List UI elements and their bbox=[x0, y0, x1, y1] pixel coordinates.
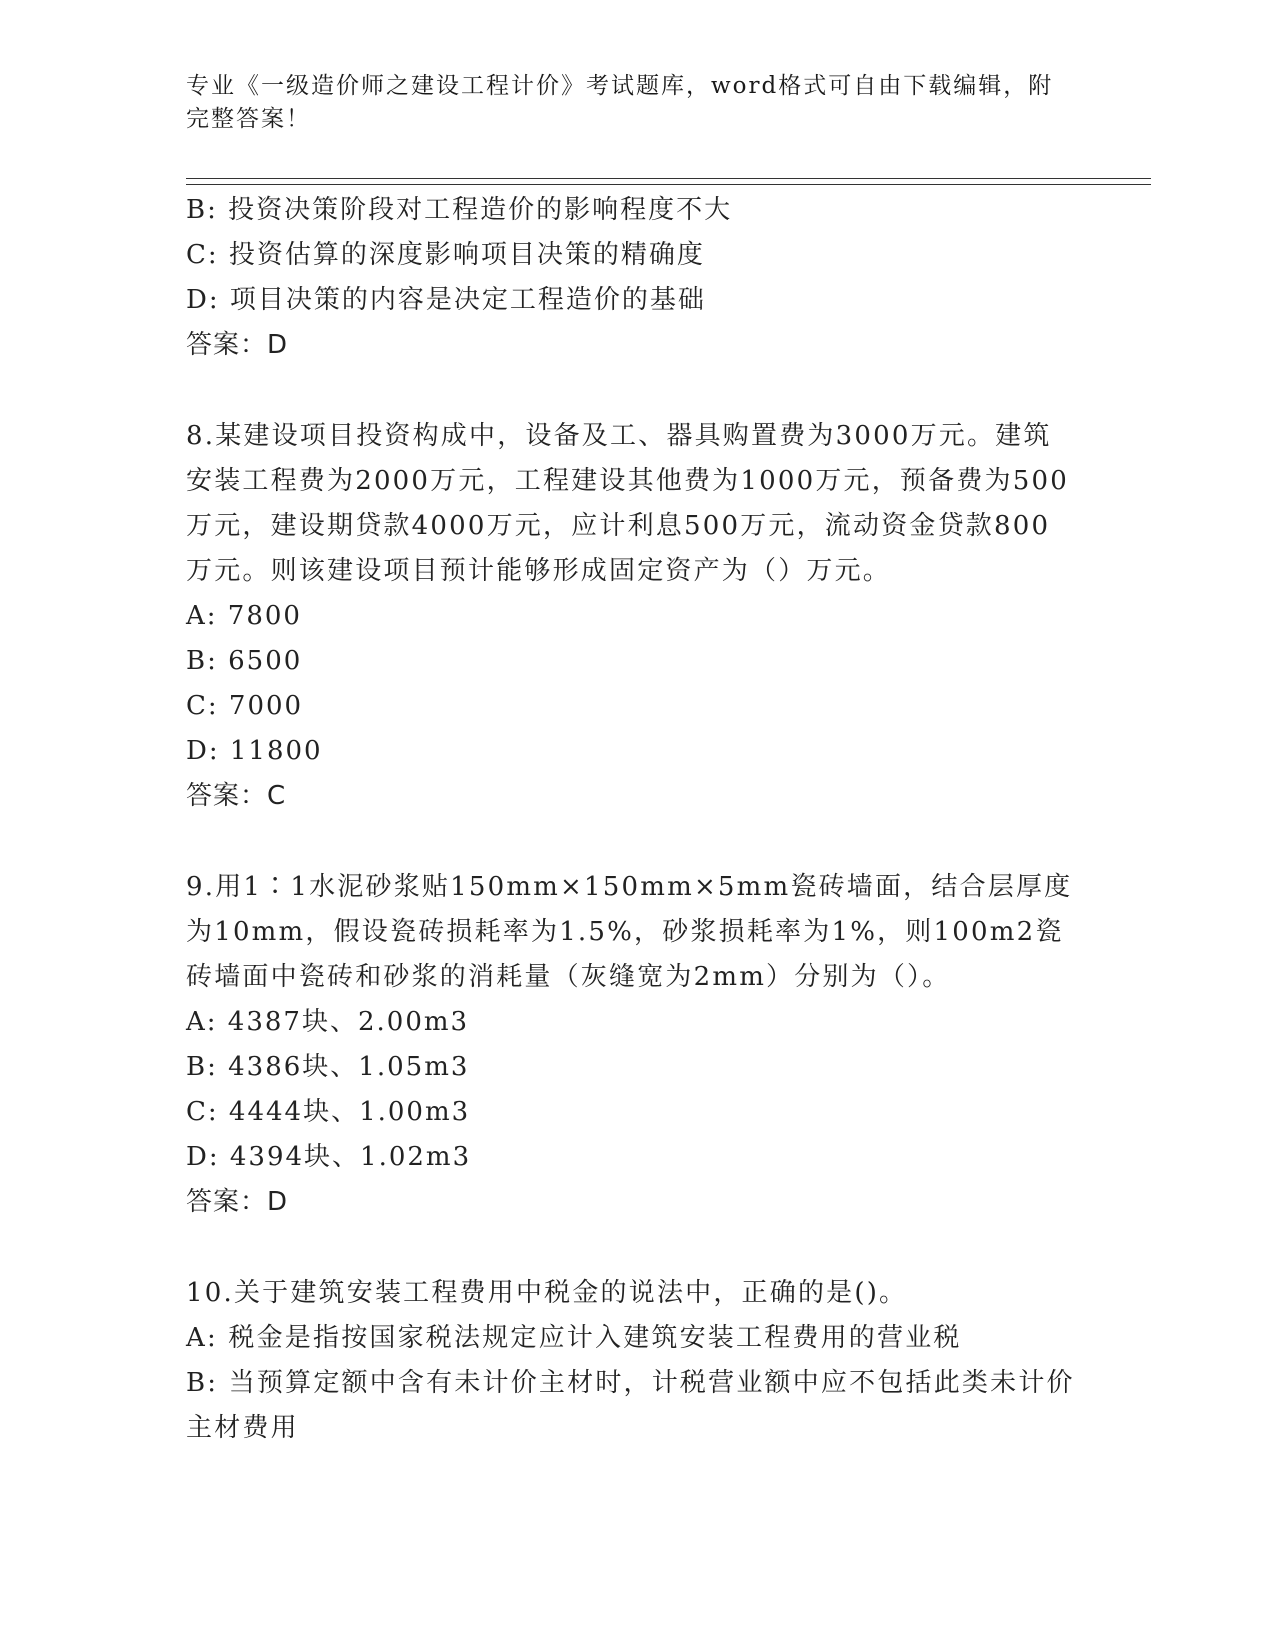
option-a: A: 税金是指按国家税法规定应计入建筑安装工程费用的营业税 bbox=[186, 1323, 962, 1353]
header-divider-top bbox=[186, 178, 1151, 179]
question-content bbox=[186, 188, 1086, 1451]
option-c: C: 7000 bbox=[186, 691, 304, 721]
answer: 答案：C bbox=[186, 781, 287, 811]
question-8 bbox=[186, 414, 1086, 819]
option-d: D: 4394块、1.02m3 bbox=[186, 1142, 472, 1172]
answer: 答案：D bbox=[186, 1187, 289, 1217]
question-10 bbox=[186, 1271, 1086, 1451]
option-c: C: 4444块、1.00m3 bbox=[186, 1097, 471, 1127]
question-9 bbox=[186, 865, 1086, 1225]
option-b: B: 6500 bbox=[186, 646, 303, 676]
option-a: A: 4387块、2.00m3 bbox=[186, 1007, 470, 1037]
option-b: B: 投资决策阶段对工程造价的影响程度不大 bbox=[186, 195, 733, 225]
option-b: B: 4386块、1.05m3 bbox=[186, 1052, 470, 1082]
question-stem: 10.关于建筑安装工程费用中税金的说法中，正确的是()。 bbox=[186, 1278, 908, 1308]
option-d: D: 11800 bbox=[186, 736, 323, 766]
option-d: D: 项目决策的内容是决定工程造价的基础 bbox=[186, 285, 706, 315]
question-stem: 8.某建设项目投资构成中，设备及工、器具购置费为3000万元。建筑安装工程费为2000万元，工程建设其他费为1000万元，预备费为500万元，建设期贷款4000万元，应计利息500万元，流动资金贷款800万元。则该建设项目预计能够形成固定资产为（）万元。 bbox=[186, 421, 1069, 586]
question-7 bbox=[186, 188, 1086, 368]
header-divider-bottom bbox=[186, 184, 1151, 185]
option-c: C: 投资估算的深度影响项目决策的精确度 bbox=[186, 240, 705, 270]
answer: 答案：D bbox=[186, 330, 289, 360]
option-a: A: 7800 bbox=[186, 601, 302, 631]
option-b: B: 当预算定额中含有未计价主材时，计税营业额中应不包括此类未计价主材费用 bbox=[186, 1368, 1075, 1443]
question-stem: 9.用1∶1水泥砂浆贴150mm×150mm×5mm瓷砖墙面，结合层厚度为10mm，假设瓷砖损耗率为1.5%，砂浆损耗率为1%，则100m2瓷砖墙面中瓷砖和砂浆的消耗量（灰缝宽为2mm）分别为（）。 bbox=[186, 872, 1073, 992]
document-header: 专业《一级造价师之建设工程计价》考试题库，word格式可自由下载编辑，附完整答案！ bbox=[186, 73, 1054, 132]
